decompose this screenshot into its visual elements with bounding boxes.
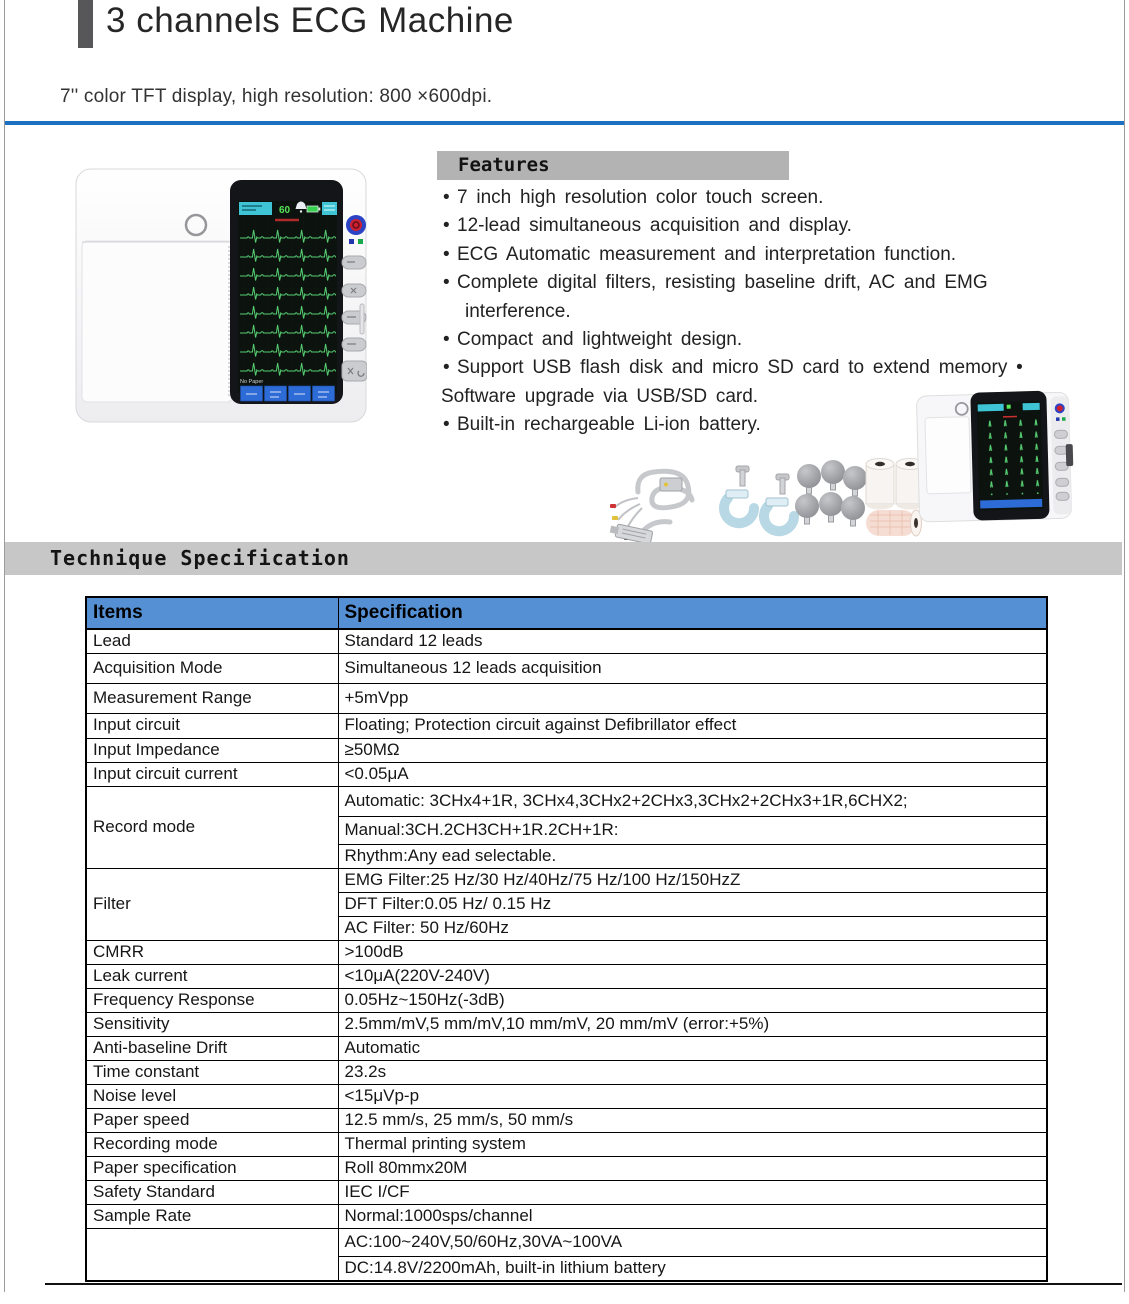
limb-clamp-electrodes-image [714,464,804,544]
bullet: • [443,187,450,208]
spec-section-bar [5,542,1122,575]
table-row: Sensitivity 2.5mm/mV,5 mm/mV,10 mm/mV, 20 mm/mV (error:+5%) [86,1012,1047,1036]
table-row: DFT Filter:0.05 Hz/ 0.15 Hz [86,892,1047,916]
table-row: Input circuit current <0.05μA [86,762,1047,786]
table-row: Safety Standard IEC I/CF [86,1180,1047,1204]
bullet: • [443,329,450,351]
page-subtitle: 7'' color TFT display, high resolution: 800 ×600dpi. [60,86,493,107]
table-row: AC:100~240V,50/60Hz,30VA~100VA [86,1228,1047,1256]
bullet: • [443,215,450,237]
table-row: CMRR >100dB [86,940,1047,964]
table-row: Leak current <10μA(220V-240V) [86,964,1047,988]
table-row: Measurement Range +5mVpp [86,683,1047,713]
feature-item: • 12-lead simultaneous acquisition and display. [440,212,1080,240]
feature-item: • Complete digital filters, resisting baseline drift, AC and EMG [440,269,1080,297]
table-row: Filter EMG Filter:25 Hz/30 Hz/40Hz/75 Hz/100 Hz/150HzZ [86,868,1047,892]
spec-table [85,596,1048,1282]
table-row: DC:14.8V/2200mAh, built-in lithium battery [86,1256,1047,1281]
feature-item: • Support USB flash disk and micro SD card to extend memory • [440,354,1080,382]
page-title: 3 channels ECG Machine [106,1,514,40]
table-row: Input circuit Floating; Protection circuit against Defibrillator effect [86,713,1047,738]
feature-item: • 7 inch high resolution color touch screen. [440,184,1080,212]
printer-door [925,417,971,494]
table-row: Noise level <15μVp-p [86,1084,1047,1108]
bottom-divider [45,1283,1122,1285]
table-row: Record mode Automatic: 3CHx4+1R, 3CHx4,3CHx2+2CHx3,3CHx2+2CHx3+1R,6CHX2; [86,786,1047,816]
table-row: Manual:3CH.2CH3CH+1R.2CH+1R: [86,816,1047,844]
feature-item: interference. [465,300,571,322]
table-row: Time constant 23.2s [86,1060,1047,1084]
bullet: • [443,414,450,436]
ecg-traces [979,419,1041,496]
feature-item: • Compact and lightweight design. [440,326,1080,354]
table-row: Acquisition Mode Simultaneous 12 leads acquisition [86,653,1047,683]
bullet: • [443,272,450,294]
page-border-left [4,0,5,1292]
table-row: Anti-baseline Drift Automatic [86,1036,1047,1060]
col-header-items: Items [86,597,338,629]
table-row: Lead Standard 12 leads [86,629,1047,653]
bullet: • [443,357,450,379]
screen-status-left [239,202,272,215]
indicator-led-green [358,239,363,244]
chest-suction-electrodes-image [792,456,870,542]
table-row: Sample Rate Normal:1000sps/channel [86,1204,1047,1228]
table-row: AC Filter: 50 Hz/60Hz [86,916,1047,940]
features-heading: Features [437,151,789,180]
battery-icon [307,206,320,212]
table-row: Paper specification Roll 80mmx20M [86,1156,1047,1180]
blue-divider [5,121,1124,125]
table-row: Input Impedance ≥50MΩ [86,738,1047,762]
page-border-right [1124,0,1125,1292]
heart-rate-value: 60 [279,205,291,216]
feature-item: Software upgrade via USB/SD card. [441,385,759,407]
bullet: • [443,243,450,265]
ecg-cable-image [608,452,720,548]
col-header-specification: Specification [338,597,1047,629]
indicator-led-blue [349,239,354,244]
table-row: Paper speed 12.5 mm/s, 25 mm/s, 50 mm/s [86,1108,1047,1132]
screen-status-right [322,202,337,215]
cable-port [1066,444,1074,466]
table-row: Recording mode Thermal printing system [86,1132,1047,1156]
table-row: Frequency Response 0.05Hz~150Hz(-3dB) [86,988,1047,1012]
feature-item: • Built-in rechargeable Li-ion battery. [440,411,1080,439]
ecg-traces [240,224,336,376]
feature-item: • ECG Automatic measurement and interpretation function. [440,241,1080,269]
printer-status-text: No Paper [240,379,264,385]
ecg-machine-image [75,168,367,424]
table-row: Rhythm:Any ead selectable. [86,844,1047,868]
ecg-machine-front [75,168,367,424]
printer-door [82,241,232,402]
side-slot [360,304,364,334]
power-button[interactable] [346,215,366,235]
title-accent-bar [78,0,93,48]
spec-section-heading: Technique Specification [50,546,350,570]
ecg-machine-side-image [916,390,1078,524]
